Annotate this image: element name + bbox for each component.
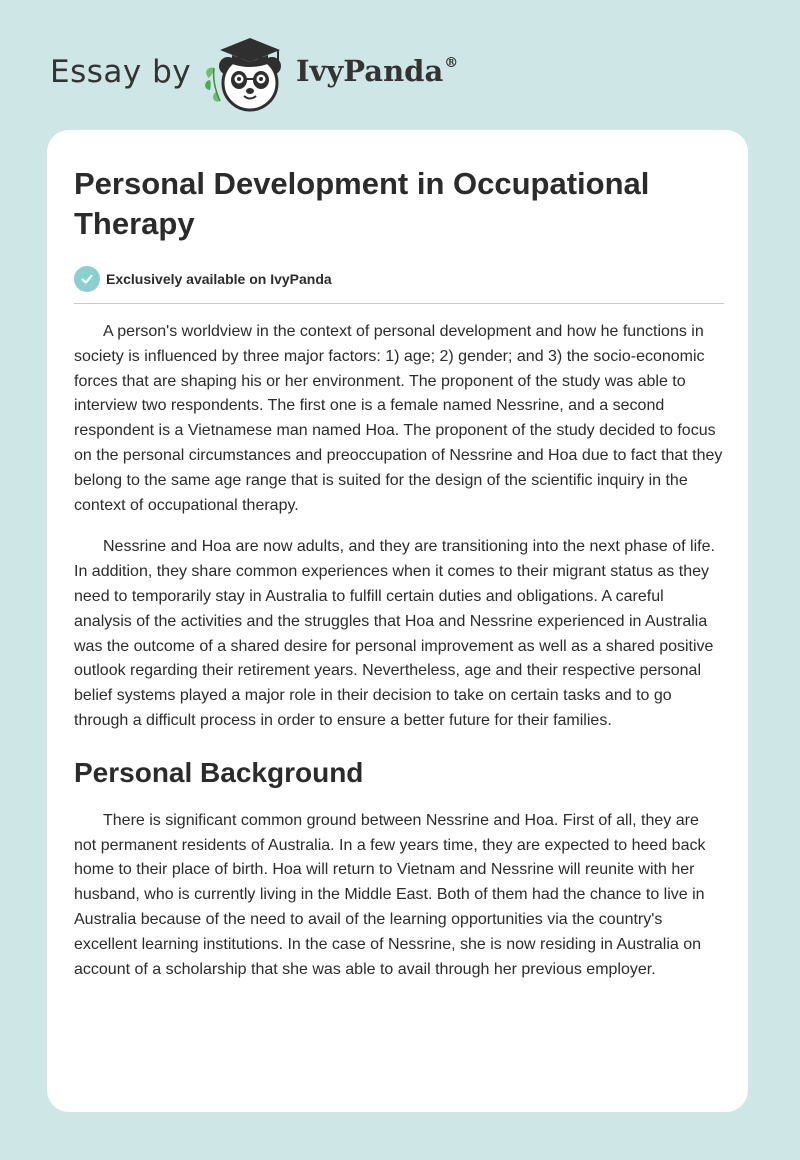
ivypanda-brand[interactable] [296, 54, 458, 88]
essay-title: Personal Development in Occupational Therapy [74, 166, 650, 241]
essay-content [74, 130, 724, 982]
paragraph: A person's worldview in the context of personal development and how he functions in society is influenced by three major factors: 1) age; 2) gender; and 3) the socio-economic forces that are shaping his or her environment. The proponent of the study was able to interview two respondents. The first one is a female named Nessrine, and a second respondent is a Vietnamese man named Hoa. The proponent of the study decided to focus on the personal circumstances and preoccupation of Nessrine and Hoa due to fact that they belong to the same age range that is suited for the design of the scientific inquiry in the context of occupational therapy. [74, 323, 723, 514]
ivypanda-logo-icon[interactable] [200, 28, 292, 118]
essay-by-label: Essay by [50, 54, 192, 90]
exclusive-badge-label: Exclusively available on IvyPanda [106, 271, 332, 287]
paragraph: There is significant common ground between Nessrine and Hoa. First of all, they are not permanent residents of Australia. In a few years time, they are expected to heed back home to their place of birth. Hoa will return to Vietnam and Nessrine will reunite with her husband, who is currently living in the Middle East. Both of them had the chance to live in Australia because of the need to avail of the learning opportunities via the country's excellent learning institutions. In the case of Nessrine, she is now residing in Australia on account of a scholarship that she was able to avail through her previous employer. [74, 811, 706, 978]
divider [74, 303, 724, 304]
brand-name: IvyPanda [296, 54, 444, 88]
registered-mark: ® [444, 55, 459, 71]
essay-card [47, 130, 748, 1112]
checkmark-icon [74, 266, 100, 292]
section-heading: Personal Background [74, 756, 364, 788]
paragraph: Nessrine and Hoa are now adults, and they are transitioning into the next phase of life. In addition, they share common experiences when it comes to their migrant status as they need to temporarily stay in Australia to fulfill certain duties and obligations. A careful analysis of the activities and the struggles that Hoa and Nessrine experienced in Australia was the outcome of a shared desire for personal improvement as well as a shared positive outlook regarding their retirement years. Nevertheless, age and their respective personal belief systems played a major role in their decision to take on certain tasks and to go through a difficult process in order to ensure a better future for their families. [74, 538, 715, 729]
site-header [50, 28, 650, 118]
exclusive-badge [74, 266, 724, 292]
